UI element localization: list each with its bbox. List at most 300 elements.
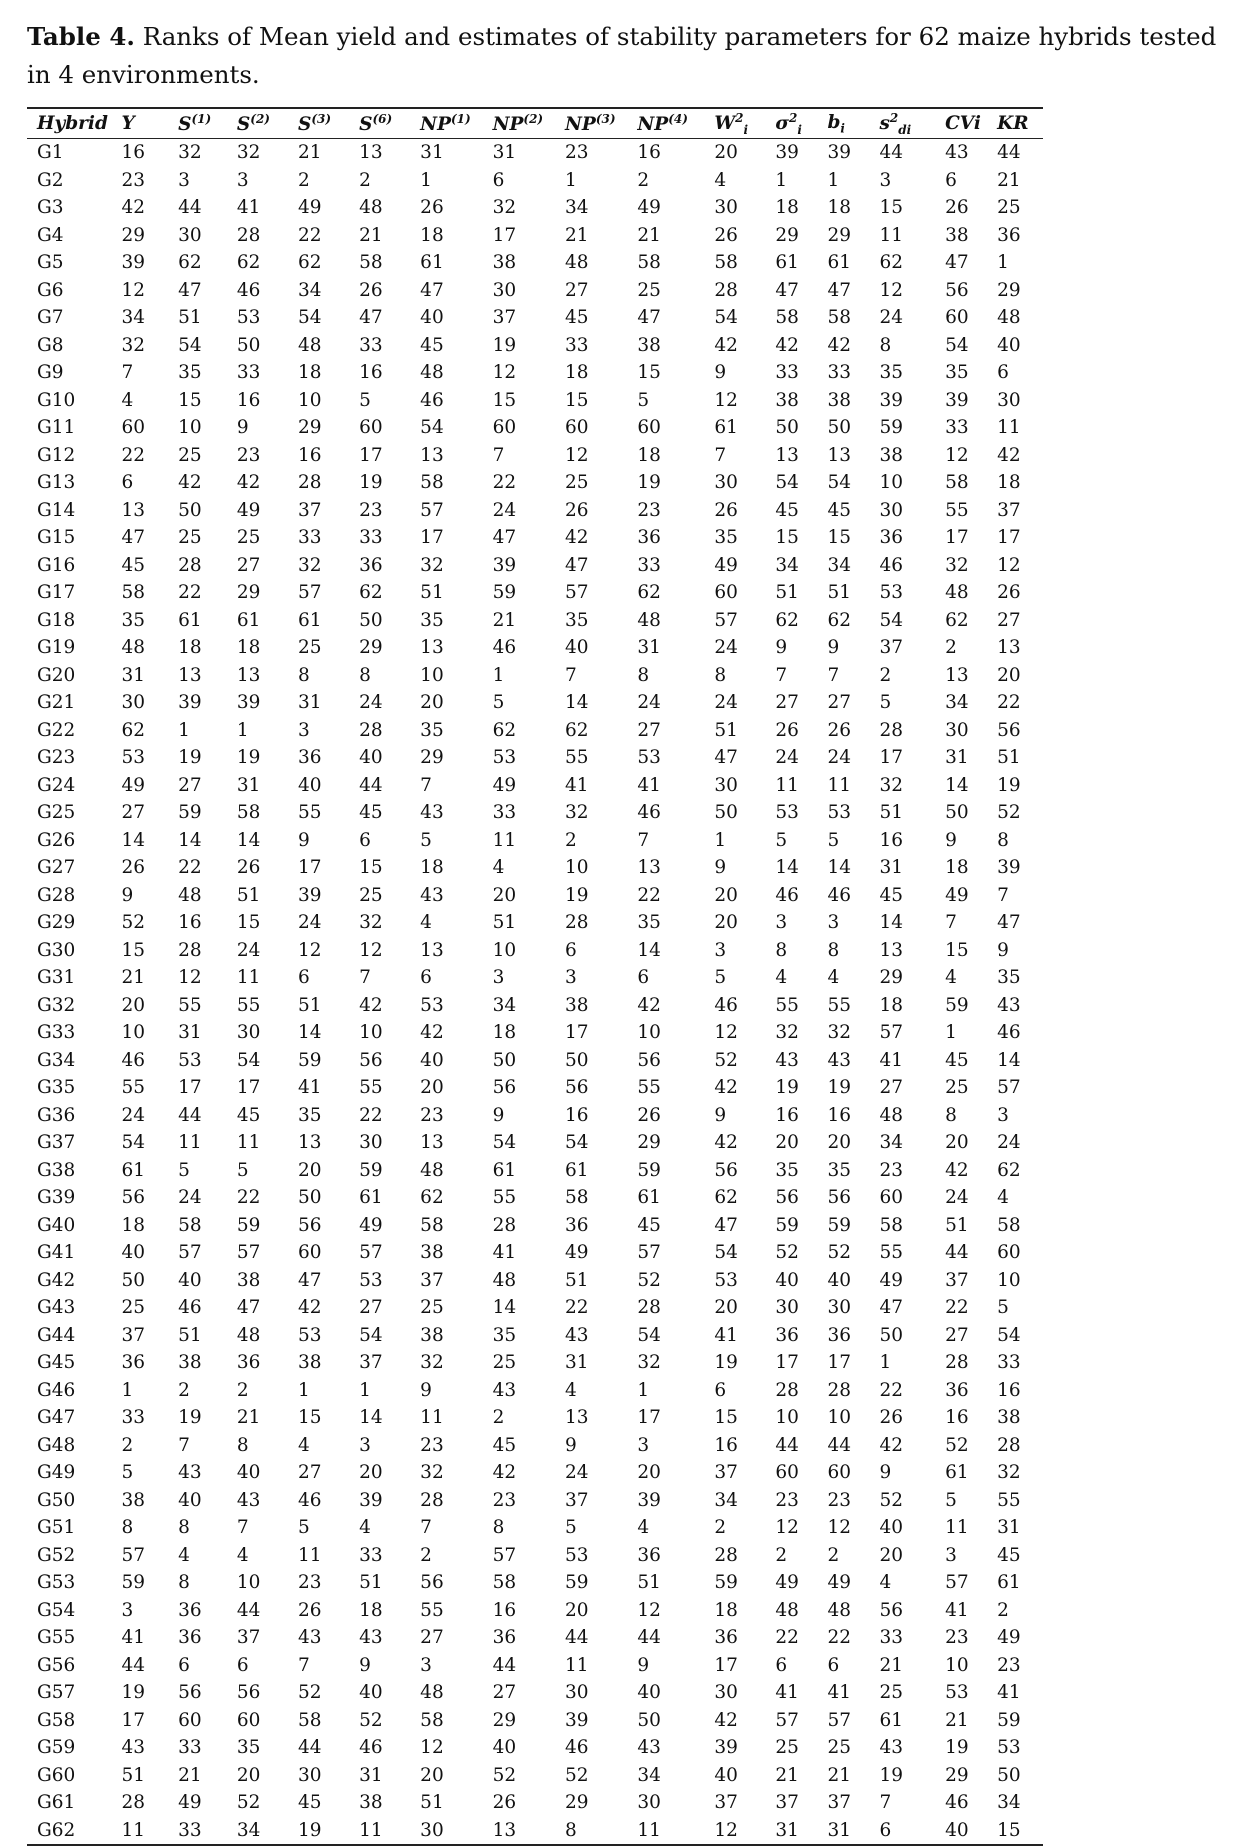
rank-cell: 24: [775, 747, 799, 769]
rank-cell: 46: [637, 802, 661, 824]
rank-cell: 40: [178, 1489, 202, 1511]
rank-cell: 56: [420, 1572, 444, 1594]
rank-cell: 51: [714, 719, 738, 741]
rank-cell: 18: [775, 197, 799, 219]
table-row: [27, 1184, 1043, 1212]
rank-cell: 26: [420, 197, 444, 219]
rank-cell: 61: [827, 252, 851, 274]
rank-cell: 60: [879, 1187, 904, 1209]
rank-cell: 20: [714, 1297, 738, 1319]
rank-cell: 54: [492, 1132, 517, 1154]
table-row: [27, 1652, 1043, 1680]
hybrid-cell: G61: [37, 1792, 76, 1814]
hybrid-cell: G41: [37, 1242, 76, 1264]
rank-cell: 5: [420, 829, 432, 851]
rank-cell: 55: [492, 1187, 517, 1209]
rank-cell: 30: [714, 197, 738, 219]
rank-cell: 32: [997, 1462, 1021, 1484]
rank-cell: 44: [178, 1104, 202, 1126]
rank-cell: 43: [178, 1462, 202, 1484]
rank-cell: 59: [564, 1572, 589, 1594]
rank-cell: 33: [359, 334, 383, 356]
rank-cell: 44: [178, 197, 202, 219]
rank-cell: 6: [775, 1654, 788, 1676]
rank-cell: 59: [714, 1572, 738, 1594]
rank-cell: 19: [714, 1352, 738, 1374]
rank-cell: 55: [637, 1077, 661, 1099]
rank-cell: 12: [178, 967, 202, 989]
rank-cell: 14: [236, 829, 261, 851]
rank-cell: 8: [827, 939, 840, 961]
table-row: [27, 359, 1043, 387]
rank-cell: 7: [492, 444, 505, 466]
rank-cell: 18: [236, 637, 261, 659]
table-row: [27, 1294, 1043, 1322]
rank-cell: 30: [945, 719, 969, 741]
hybrid-cell: G52: [37, 1544, 76, 1566]
rank-cell: 47: [420, 279, 444, 301]
rank-cell: 31: [297, 692, 322, 714]
rank-cell: 42: [359, 994, 383, 1016]
rank-cell: 30: [121, 692, 146, 714]
rank-cell: 51: [236, 884, 261, 906]
column-header-sup: 2: [889, 110, 899, 125]
rank-cell: 9: [714, 857, 727, 879]
rank-cell: 62: [827, 609, 851, 631]
rank-cell: 27: [879, 1077, 904, 1099]
rank-cell: 39: [121, 252, 146, 274]
rank-cell: 20: [637, 1462, 661, 1484]
rank-cell: 22: [178, 857, 202, 879]
rank-cell: 28: [297, 472, 322, 494]
rank-cell: 42: [420, 1022, 444, 1044]
rank-cell: 12: [121, 279, 146, 301]
rank-cell: 44: [879, 142, 904, 164]
rank-cell: 3: [879, 169, 892, 191]
rank-cell: 11: [945, 1517, 969, 1539]
rank-cell: 17: [420, 527, 444, 549]
rank-cell: 30: [714, 1682, 738, 1704]
rank-cell: 58: [879, 1214, 904, 1236]
hybrid-cell: G49: [37, 1462, 76, 1484]
rank-cell: 59: [492, 582, 517, 604]
rank-cell: 45: [879, 884, 904, 906]
rank-cell: 32: [420, 554, 444, 576]
rank-cell: 50: [297, 1187, 322, 1209]
rank-cell: 15: [121, 939, 146, 961]
rank-cell: 29: [297, 417, 322, 439]
rank-cell: 55: [297, 802, 322, 824]
hybrid-cell: G46: [37, 1379, 76, 1401]
rank-cell: 57: [945, 1572, 969, 1594]
rank-cell: 54: [236, 1049, 261, 1071]
rank-cell: 59: [827, 1214, 851, 1236]
rank-cell: 8: [297, 664, 310, 686]
rank-cell: 5: [945, 1489, 957, 1511]
column-header-sup: (6): [372, 111, 393, 126]
hybrid-cell: G38: [37, 1159, 76, 1181]
rank-cell: 20: [359, 1462, 383, 1484]
rank-cell: 39: [714, 1737, 738, 1759]
rank-cell: 4: [637, 1517, 650, 1539]
rank-cell: 58: [945, 472, 969, 494]
rank-cell: 50: [879, 1324, 904, 1346]
table-row: [27, 607, 1043, 635]
rank-cell: 61: [178, 609, 202, 631]
table-row: [27, 634, 1043, 662]
rank-cell: 27: [359, 1297, 383, 1319]
rank-cell: 25: [297, 637, 322, 659]
rank-cell: 61: [637, 1187, 661, 1209]
rank-cell: 2: [827, 1544, 840, 1566]
table-row: [27, 442, 1043, 470]
column-header-base: S: [236, 114, 251, 136]
rank-cell: 13: [420, 1132, 444, 1154]
rank-cell: 20: [236, 1764, 261, 1786]
rank-cell: 1: [236, 719, 249, 741]
rank-cell: 31: [827, 1819, 851, 1841]
rank-cell: 48: [359, 197, 383, 219]
rank-cell: 7: [420, 1517, 432, 1539]
rank-cell: 25: [178, 527, 202, 549]
rank-cell: 21: [492, 609, 517, 631]
rank-cell: 59: [297, 1049, 322, 1071]
rank-cell: 30: [879, 499, 904, 521]
rank-cell: 11: [997, 417, 1021, 439]
rank-cell: 45: [997, 1544, 1021, 1566]
rank-cell: 6: [420, 967, 432, 989]
rank-cell: 53: [178, 1049, 202, 1071]
rank-cell: 14: [492, 1297, 517, 1319]
stability-ranks-table: [27, 107, 1043, 1846]
rank-cell: 35: [879, 362, 904, 384]
rank-cell: 38: [564, 994, 589, 1016]
rank-cell: 29: [121, 224, 146, 246]
rank-cell: 17: [945, 527, 969, 549]
rank-cell: 43: [879, 1737, 904, 1759]
column-header: [633, 108, 710, 139]
rank-cell: 43: [827, 1049, 851, 1071]
rank-cell: 13: [420, 939, 444, 961]
table-row: [27, 524, 1043, 552]
column-header: [941, 108, 993, 139]
rank-cell: 26: [945, 197, 969, 219]
hybrid-cell: G24: [37, 774, 76, 796]
rank-cell: 20: [564, 1599, 589, 1621]
rank-cell: 55: [775, 994, 799, 1016]
rank-cell: 5: [997, 1297, 1009, 1319]
rank-cell: 2: [236, 1379, 249, 1401]
rank-cell: 48: [945, 582, 969, 604]
column-header-sup: (1): [451, 111, 471, 126]
rank-cell: 29: [420, 747, 444, 769]
rank-cell: 28: [714, 279, 738, 301]
rank-cell: 58: [359, 252, 383, 274]
rank-cell: 47: [564, 554, 589, 576]
column-header-base: S: [178, 114, 192, 136]
rank-cell: 54: [297, 307, 322, 329]
rank-cell: 28: [492, 1214, 517, 1236]
rank-cell: 5: [359, 389, 371, 411]
rank-cell: 36: [236, 1352, 261, 1374]
rank-cell: 18: [714, 1599, 738, 1621]
rank-cell: 10: [359, 1022, 383, 1044]
rank-cell: 25: [492, 1352, 517, 1374]
rank-cell: 22: [637, 884, 661, 906]
rank-cell: 52: [492, 1764, 517, 1786]
rank-cell: 18: [297, 362, 322, 384]
rank-cell: 50: [637, 1709, 661, 1731]
rank-cell: 40: [236, 1462, 261, 1484]
rank-cell: 11: [420, 1407, 444, 1429]
rank-cell: 31: [121, 664, 146, 686]
rank-cell: 36: [637, 527, 661, 549]
rank-cell: 16: [359, 362, 383, 384]
rank-cell: 38: [297, 1352, 322, 1374]
rank-cell: 3: [564, 967, 577, 989]
rank-cell: 35: [564, 609, 589, 631]
rank-cell: 39: [775, 142, 799, 164]
rank-cell: 56: [121, 1187, 146, 1209]
rank-cell: 29: [879, 967, 904, 989]
hybrid-cell: G20: [37, 664, 76, 686]
rank-cell: 60: [714, 582, 738, 604]
rank-cell: 22: [121, 444, 146, 466]
rank-cell: 15: [714, 1407, 738, 1429]
table-caption: [27, 18, 1227, 94]
rank-cell: 15: [827, 527, 851, 549]
rank-cell: 6: [997, 362, 1009, 384]
rank-cell: 53: [997, 1737, 1021, 1759]
rank-cell: 19: [637, 472, 661, 494]
rank-cell: 15: [945, 939, 969, 961]
rank-cell: 7: [121, 362, 134, 384]
rank-cell: 27: [637, 719, 661, 741]
rank-cell: 28: [178, 939, 202, 961]
column-header-base: CVi: [945, 113, 981, 134]
rank-cell: 2: [997, 1599, 1009, 1621]
rank-cell: 38: [945, 224, 969, 246]
rank-cell: 24: [945, 1187, 969, 1209]
rank-cell: 8: [178, 1517, 190, 1539]
rank-cell: 2: [359, 169, 371, 191]
rank-cell: 16: [775, 1104, 799, 1126]
column-header: [27, 108, 118, 139]
rank-cell: 7: [564, 664, 577, 686]
column-header-sub: di: [898, 122, 912, 137]
hybrid-cell: G53: [37, 1572, 76, 1594]
rank-cell: 49: [879, 1269, 904, 1291]
rank-cell: 41: [297, 1077, 322, 1099]
rank-cell: 33: [178, 1819, 202, 1841]
rank-cell: 47: [492, 527, 517, 549]
rank-cell: 41: [945, 1599, 969, 1621]
rank-cell: 38: [420, 1242, 444, 1264]
rank-cell: 36: [178, 1627, 202, 1649]
rank-cell: 54: [420, 417, 444, 439]
rank-cell: 8: [714, 664, 727, 686]
rank-cell: 36: [827, 1324, 851, 1346]
rank-cell: 52: [637, 1269, 661, 1291]
rank-cell: 2: [879, 664, 892, 686]
rank-cell: 18: [178, 637, 202, 659]
table-row: [27, 167, 1043, 195]
column-header: [993, 108, 1043, 139]
rank-cell: 24: [121, 1104, 146, 1126]
rank-cell: 60: [297, 1242, 322, 1264]
rank-cell: 56: [945, 279, 969, 301]
rank-cell: 18: [637, 444, 661, 466]
rank-cell: 20: [420, 1764, 444, 1786]
rank-cell: 42: [827, 334, 851, 356]
rank-cell: 28: [236, 224, 261, 246]
table-row: [27, 1569, 1043, 1597]
rank-cell: 32: [121, 334, 146, 356]
rank-cell: 33: [492, 802, 517, 824]
rank-cell: 55: [178, 994, 202, 1016]
rank-cell: 58: [637, 252, 661, 274]
rank-cell: 60: [775, 1462, 799, 1484]
column-header-sup: (3): [595, 111, 616, 126]
rank-cell: 28: [827, 1379, 851, 1401]
rank-cell: 25: [121, 1297, 146, 1319]
rank-cell: 50: [564, 1049, 589, 1071]
rank-cell: 16: [492, 1599, 517, 1621]
rank-cell: 21: [945, 1709, 969, 1731]
rank-cell: 60: [997, 1242, 1021, 1264]
rank-cell: 29: [637, 1132, 661, 1154]
rank-cell: 3: [359, 1434, 371, 1456]
rank-cell: 42: [714, 334, 738, 356]
rank-cell: 43: [236, 1489, 261, 1511]
rank-cell: 42: [945, 1159, 969, 1181]
rank-cell: 23: [121, 169, 146, 191]
rank-cell: 37: [714, 1462, 738, 1484]
rank-cell: 2: [178, 1379, 190, 1401]
rank-cell: 34: [492, 994, 517, 1016]
rank-cell: 48: [564, 252, 589, 274]
rank-cell: 8: [236, 1434, 249, 1456]
rank-cell: 42: [492, 1462, 517, 1484]
rank-cell: 9: [714, 362, 727, 384]
rank-cell: 54: [775, 472, 799, 494]
rank-cell: 57: [997, 1077, 1021, 1099]
table-row: [27, 469, 1043, 497]
rank-cell: 51: [492, 912, 517, 934]
rank-cell: 3: [420, 1654, 432, 1676]
rank-cell: 55: [827, 994, 851, 1016]
rank-cell: 26: [775, 719, 799, 741]
hybrid-cell: G62: [37, 1819, 76, 1841]
rank-cell: 48: [297, 334, 322, 356]
table-row: [27, 1487, 1043, 1515]
rank-cell: 32: [236, 142, 261, 164]
hybrid-cell: G15: [37, 527, 76, 549]
rank-cell: 6: [359, 829, 371, 851]
rank-cell: 28: [420, 1489, 444, 1511]
rank-cell: 51: [420, 582, 444, 604]
table-row: [27, 964, 1043, 992]
rank-cell: 27: [492, 1682, 517, 1704]
table-row: [27, 1102, 1043, 1130]
rank-cell: 10: [420, 664, 444, 686]
rank-cell: 27: [945, 1324, 969, 1346]
rank-cell: 41: [775, 1682, 799, 1704]
rank-cell: 27: [827, 692, 851, 714]
rank-cell: 61: [420, 252, 444, 274]
rank-cell: 4: [775, 967, 788, 989]
rank-cell: 58: [297, 1709, 322, 1731]
table-row: [27, 882, 1043, 910]
hybrid-cell: G51: [37, 1517, 76, 1539]
rank-cell: 58: [178, 1214, 202, 1236]
rank-cell: 4: [827, 967, 840, 989]
hybrid-cell: G9: [37, 362, 64, 384]
rank-cell: 11: [178, 1132, 202, 1154]
rank-cell: 5: [714, 967, 727, 989]
column-header-sup: (3): [311, 111, 332, 126]
rank-cell: 12: [714, 1022, 738, 1044]
rank-cell: 25: [997, 197, 1021, 219]
rank-cell: 50: [121, 1269, 146, 1291]
rank-cell: 56: [178, 1682, 202, 1704]
hybrid-cell: G58: [37, 1709, 76, 1731]
rank-cell: 45: [827, 499, 851, 521]
rank-cell: 31: [564, 1352, 589, 1374]
rank-cell: 10: [945, 1654, 969, 1676]
rank-cell: 29: [945, 1764, 969, 1786]
rank-cell: 3: [827, 912, 840, 934]
rank-cell: 36: [879, 527, 904, 549]
rank-cell: 53: [359, 1269, 383, 1291]
hybrid-cell: G47: [37, 1407, 76, 1429]
rank-cell: 44: [775, 1434, 799, 1456]
rank-cell: 7: [945, 912, 957, 934]
rank-cell: 7: [637, 829, 650, 851]
rank-cell: 5: [564, 1517, 577, 1539]
rank-cell: 21: [564, 224, 589, 246]
rank-cell: 6: [945, 169, 957, 191]
rank-cell: 56: [827, 1187, 851, 1209]
rank-cell: 46: [121, 1049, 146, 1071]
column-header: [416, 108, 488, 139]
column-header: [710, 108, 771, 139]
rank-cell: 31: [775, 1819, 799, 1841]
rank-cell: 33: [564, 334, 589, 356]
hybrid-cell: G44: [37, 1324, 76, 1346]
rank-cell: 4: [714, 169, 727, 191]
rank-cell: 62: [492, 719, 517, 741]
rank-cell: 15: [178, 389, 202, 411]
rank-cell: 43: [945, 142, 969, 164]
rank-cell: 56: [564, 1077, 589, 1099]
rank-cell: 52: [564, 1764, 589, 1786]
rank-cell: 56: [236, 1682, 261, 1704]
table-row: [27, 717, 1043, 745]
rank-cell: 5: [775, 829, 788, 851]
rank-cell: 1: [359, 1379, 371, 1401]
rank-cell: 23: [879, 1159, 904, 1181]
rank-cell: 12: [420, 1737, 444, 1759]
rank-cell: 46: [945, 1792, 969, 1814]
table-row: [27, 139, 1043, 167]
hybrid-cell: G13: [37, 472, 76, 494]
rank-cell: 1: [827, 169, 840, 191]
rank-cell: 51: [827, 582, 851, 604]
rank-cell: 62: [297, 252, 322, 274]
rank-cell: 4: [879, 1572, 892, 1594]
rank-cell: 39: [359, 1489, 383, 1511]
